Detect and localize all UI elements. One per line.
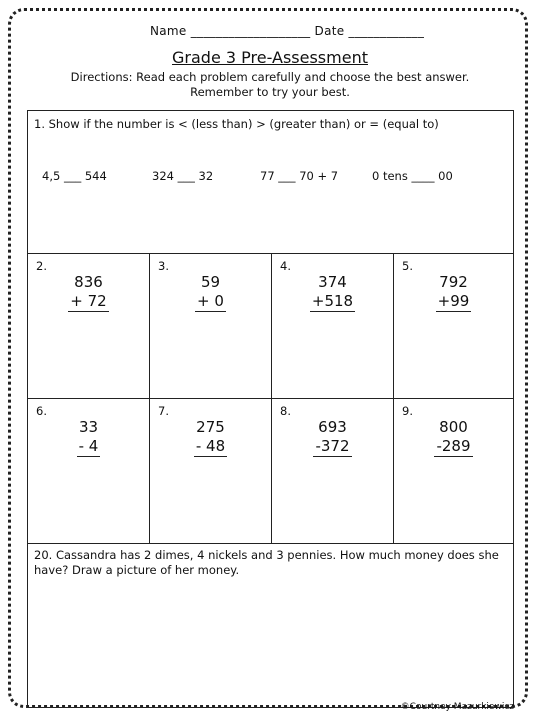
problem-top: 33 (78, 418, 99, 436)
problem-top: 836 (74, 273, 103, 291)
problem-cell (28, 398, 149, 543)
problem-number: 3. (158, 259, 169, 273)
problem-expression (28, 273, 149, 312)
problem-number: 7. (158, 404, 169, 418)
problem-bottom: +518 (311, 292, 354, 310)
problem-row-2 (27, 398, 514, 544)
comparison-3: 77 ___ 70 + 7 (260, 169, 339, 183)
question-1-text: 1. Show if the number is < (less than) > (greater than) or = (equal to) (34, 117, 439, 131)
question-20-box (27, 544, 514, 708)
problem-top: 792 (439, 273, 468, 291)
problem-expression (394, 418, 513, 457)
problem-bottom: -289 (436, 437, 471, 455)
problem-expression (394, 273, 513, 312)
problem-top: 374 (318, 273, 347, 291)
problem-number: 4. (280, 259, 291, 273)
copyright: ©Courtney Mazurkiewicz (400, 702, 514, 712)
problem-number: 6. (36, 404, 47, 418)
directions-line-2: Remember to try your best. (190, 85, 350, 99)
name-date-line: Name ___________________ Date ____________ (150, 24, 425, 38)
problem-bottom: + 0 (197, 292, 224, 310)
problem-expression (272, 418, 393, 457)
problem-cell (149, 398, 271, 543)
question-20-text: 20. Cassandra has 2 dimes, 4 nickels and 3 pennies. How much money does she have? Draw a picture of her money. (34, 548, 499, 577)
page-title-text: Grade 3 Pre-Assessment (172, 48, 368, 67)
page-title (0, 48, 540, 67)
problem-number: 2. (36, 259, 47, 273)
problem-cell (28, 253, 149, 398)
problem-bottom: + 72 (70, 292, 107, 310)
problem-bottom: - 4 (78, 437, 99, 455)
comparison-4: 0 tens ____ 00 (372, 169, 453, 183)
problem-cell (393, 398, 513, 543)
problem-cell (149, 253, 271, 398)
problem-cell (271, 398, 393, 543)
problem-number: 9. (402, 404, 413, 418)
problem-bottom: -372 (315, 437, 350, 455)
problem-number: 8. (280, 404, 291, 418)
problem-expression (150, 418, 271, 457)
comparison-1: 4,5 ___ 544 (42, 169, 107, 183)
problem-top: 800 (439, 418, 468, 436)
problem-expression (150, 273, 271, 312)
problem-top: 693 (318, 418, 347, 436)
problem-expression (272, 273, 393, 312)
problem-row-1 (27, 253, 514, 399)
directions-line-1: Directions: Read each problem carefully and choose the best answer. (70, 70, 470, 84)
problem-cell (393, 253, 513, 398)
comparison-2: 324 ___ 32 (152, 169, 214, 183)
problem-number: 5. (402, 259, 413, 273)
problem-bottom: +99 (437, 292, 470, 310)
problem-top: 275 (196, 418, 225, 436)
problem-cell (271, 253, 393, 398)
problem-expression (28, 418, 149, 457)
question-1-box (27, 110, 514, 254)
problem-bottom: - 48 (195, 437, 226, 455)
problem-top: 59 (200, 273, 221, 291)
directions (40, 70, 500, 100)
